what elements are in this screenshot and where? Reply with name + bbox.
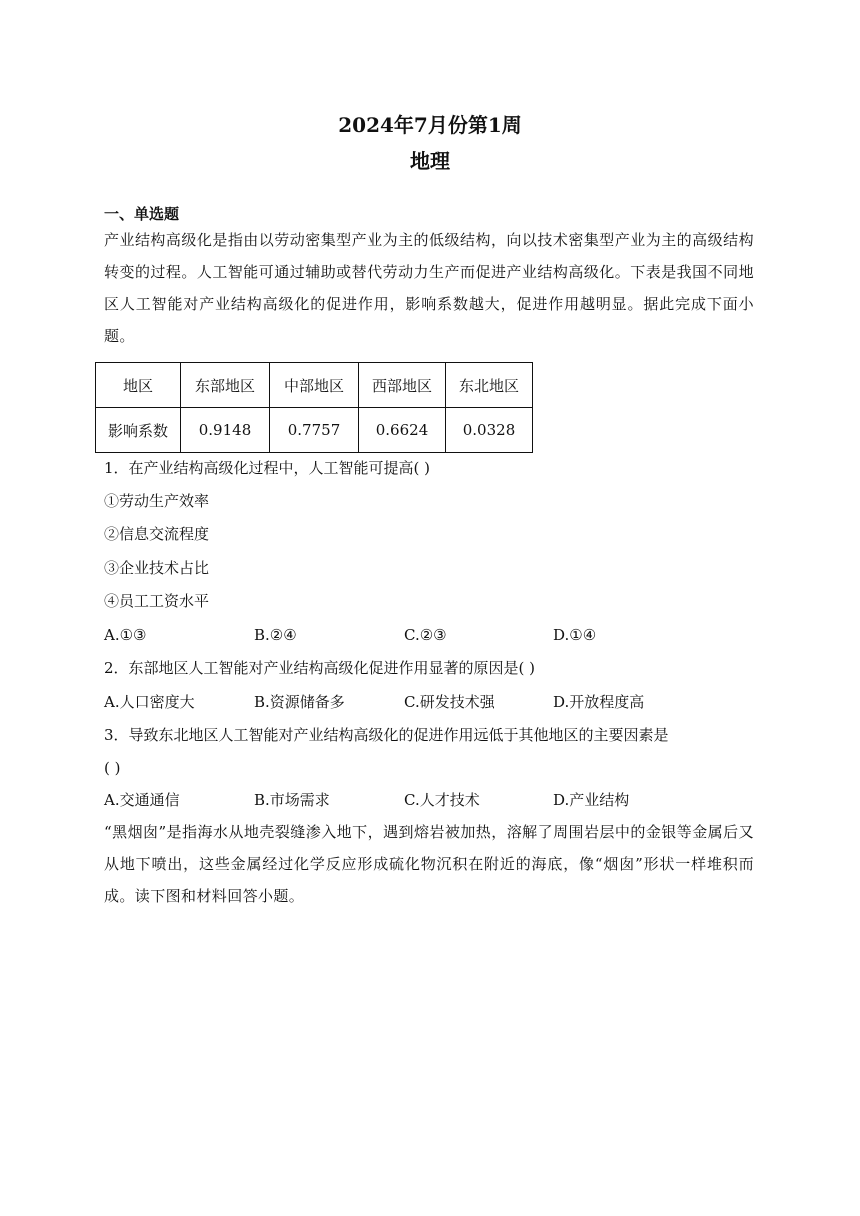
option-b[interactable]: B.市场需求 [254,791,330,809]
question-2-stem: 2．东部地区人工智能对产业结构高级化促进作用显著的原因是( ) [104,659,536,677]
table-cell: 0.0328 [446,408,533,453]
table-cell: 东北地区 [446,363,533,408]
q1-item: ①劳动生产效率 [104,492,210,510]
q1-item: ④员工工资水平 [104,592,210,610]
table-header-row [96,363,533,408]
option-c[interactable]: C.②③ [404,626,447,644]
table-cell: 地区 [96,363,181,408]
subject-title: 地理 [410,149,450,173]
q1-item: ②信息交流程度 [104,525,210,543]
page-title: 2024年7月份第1周 [338,113,522,137]
question-1-stem: 1．在产业结构高级化过程中，人工智能可提高( ) [104,459,431,477]
option-a[interactable]: A.人口密度大 [104,693,195,711]
black-chimney-passage: “黑烟囱”是指海水从地壳裂缝渗入地下，遇到熔岩被加热，溶解了周围岩层中的金银等金属后又从地下喷出，这些金属经过化学反应形成硫化物沉积在附近的海底，像“烟囱”形状一样堆积而成。读下图和材料回答小题。 [104,823,754,905]
question-3-stem: 3．导致东北地区人工智能对产业结构高级化的促进作用远低于其他地区的主要因素是 [104,726,669,744]
option-c[interactable]: C.研发技术强 [404,693,495,711]
table-cell: 影响系数 [96,408,181,453]
option-d[interactable]: D.①④ [553,626,597,644]
influence-table [95,362,533,453]
table-cell: 中部地区 [270,363,359,408]
section-heading: 一、单选题 [104,205,180,223]
table-cell: 东部地区 [181,363,270,408]
table-cell: 西部地区 [359,363,446,408]
q1-item: ③企业技术占比 [104,559,210,577]
table-cell: 0.7757 [270,408,359,453]
option-d[interactable]: D.产业结构 [553,791,630,809]
question-3-stem-cont: ( ) [104,759,121,777]
option-b[interactable]: B.②④ [254,626,297,644]
option-c[interactable]: C.人才技术 [404,791,480,809]
table-row [96,408,533,453]
intro-passage: 产业结构高级化是指由以劳动密集型产业为主的低级结构，向以技术密集型产业为主的高级结构转变的过程。人工智能可通过辅助或替代劳动力生产而促进产业结构高级化。下表是我国不同地区人工智能对产业结构高级化的促进作用，影响系数越大，促进作用越明显。据此完成下面小题。 [104,231,754,345]
option-b[interactable]: B.资源储备多 [254,693,345,711]
option-a[interactable]: A.①③ [104,626,147,644]
table-cell: 0.9148 [181,408,270,453]
option-d[interactable]: D.开放程度高 [553,693,645,711]
option-a[interactable]: A.交通通信 [104,791,180,809]
table-cell: 0.6624 [359,408,446,453]
